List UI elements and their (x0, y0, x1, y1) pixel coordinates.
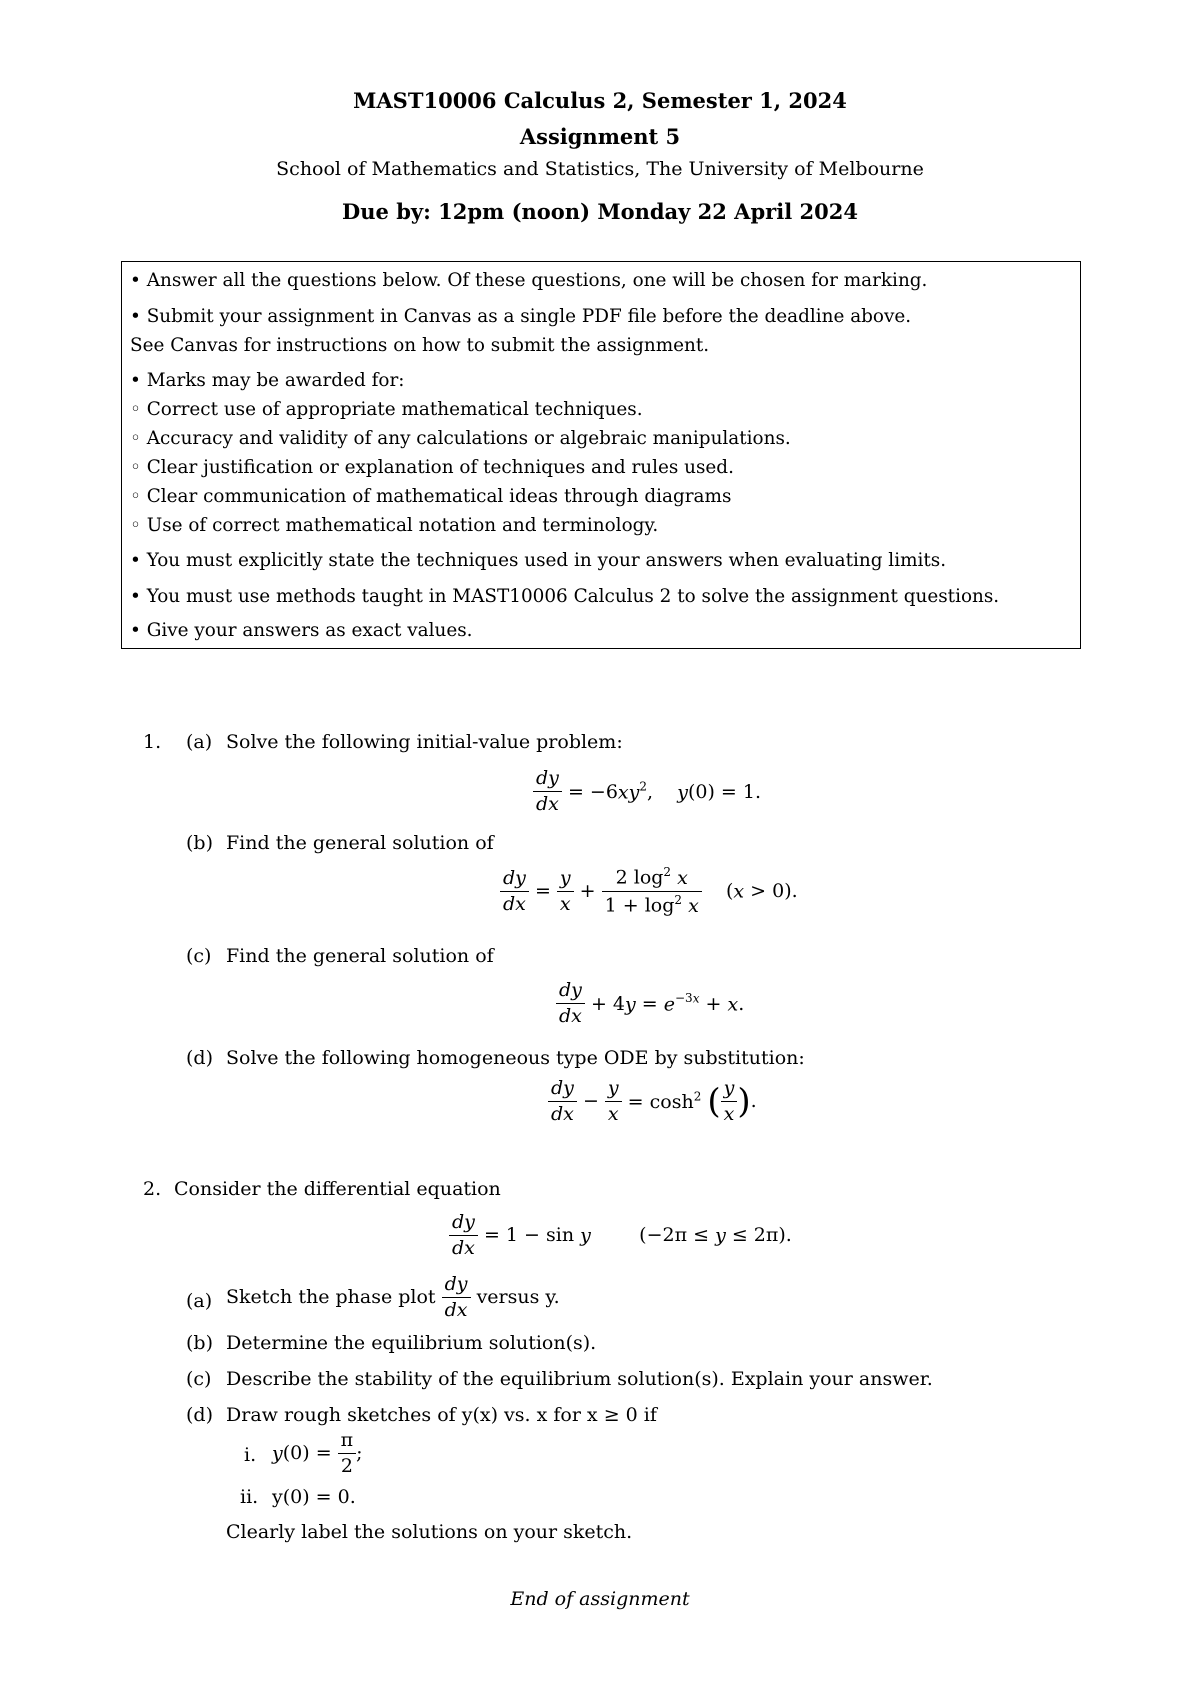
q2-equation: $\frac{dy}{dx}$ = 1 − sin y (−2π ≤ y ≤ 2π). (449, 1212, 792, 1259)
q2d-i-equation: y(0) = $\frac{\pi}{2}$ ; (272, 1429, 363, 1477)
school-name: School of Mathematics and Statistics, The University of Melbourne (276, 158, 924, 180)
instruction-line: • Give your answers as exact values. (130, 620, 473, 641)
q2b-label: (b) (186, 1332, 213, 1354)
instruction-line: • You must explicitly state the techniques used in your answers when evaluating limits. (130, 550, 947, 571)
q1b-label: (b) (186, 832, 213, 854)
q2b-text: Determine the equilibrium solution(s). (226, 1332, 597, 1354)
q2a-line (226, 1274, 560, 1321)
q2d-text: Draw rough sketches of y(x) vs. x for x ≥ 0 if (226, 1404, 657, 1426)
question-1-number: 1. (143, 731, 162, 753)
q2c-text: Describe the stability of the equilibrium solution(s). Explain your answer. (226, 1368, 933, 1390)
instruction-line: ◦ Accuracy and validity of any calculations or algebraic manipulations. (130, 428, 791, 449)
instruction-line: See Canvas for instructions on how to submit the assignment. (130, 335, 710, 356)
q2d-ii-text: y(0) = 0. (272, 1486, 356, 1508)
instruction-line: ◦ Correct use of appropriate mathematical techniques. (130, 399, 643, 420)
instruction-line: • You must use methods taught in MAST10006 Calculus 2 to solve the assignment questions. (130, 586, 1000, 607)
due-date: Due by: 12pm (noon) Monday 22 April 2024 (342, 199, 858, 224)
instruction-line: • Answer all the questions below. Of these questions, one will be chosen for marking. (130, 270, 928, 291)
instruction-line: ◦ Clear justification or explanation of techniques and rules used. (130, 457, 734, 478)
dy-dx-fraction: $\frac{dy}{dx}$ (442, 1274, 471, 1321)
q1c-text: Find the general solution of (226, 945, 494, 967)
q2d-i-label: i. (244, 1444, 257, 1466)
q2d-label: (d) (186, 1404, 213, 1426)
q1d-equation: $\frac{dy}{dx}$ − $\frac{y}{x}$ = $\cosh^2$ ( $\frac{y}{x}$ ). (548, 1078, 757, 1125)
q1c-equation: $\frac{dy}{dx}$ + $4y = e^{-3x} + x$. (556, 980, 744, 1027)
document-title: MAST10006 Calculus 2, Semester 1, 2024 (353, 88, 847, 113)
q1a-text: Solve the following initial-value problem: (226, 731, 623, 753)
q1a-equation: $\frac{dy}{dx}$ = $-6xy^2$, y(0) = 1. (533, 768, 761, 815)
q2a-text-after: versus y. (476, 1285, 560, 1308)
q2a-label: (a) (186, 1290, 213, 1312)
q1c-label: (c) (186, 945, 212, 967)
instruction-line: ◦ Clear communication of mathematical ideas through diagrams (130, 486, 732, 507)
q2a-text-before: Sketch the phase plot (226, 1285, 436, 1308)
q2-intro: Consider the differential equation (174, 1178, 501, 1200)
q1d-text: Solve the following homogeneous type ODE by substitution: (226, 1047, 805, 1069)
question-2-number: 2. (143, 1178, 162, 1200)
q1a-label: (a) (186, 731, 213, 753)
instructions-box (121, 261, 1081, 649)
instruction-line: • Marks may be awarded for: (130, 370, 405, 391)
end-of-assignment: End of assignment (510, 1588, 690, 1610)
q1b-text: Find the general solution of (226, 832, 494, 854)
q2d-ii-label: ii. (240, 1486, 259, 1508)
instruction-line: ◦ Use of correct mathematical notation and terminology. (130, 515, 659, 536)
assignment-number: Assignment 5 (519, 124, 681, 149)
q2c-label: (c) (186, 1368, 212, 1390)
instruction-line: • Submit your assignment in Canvas as a single PDF file before the deadline above. (130, 306, 912, 327)
q1b-equation: $\frac{dy}{dx}$ = $\frac{y}{x}$ + $\frac{2 \log^2 x}{1 + \log^2 x}$ (x > 0). (500, 866, 798, 917)
q1d-label: (d) (186, 1047, 213, 1069)
q2-closing-text: Clearly label the solutions on your sketch. (226, 1521, 633, 1543)
